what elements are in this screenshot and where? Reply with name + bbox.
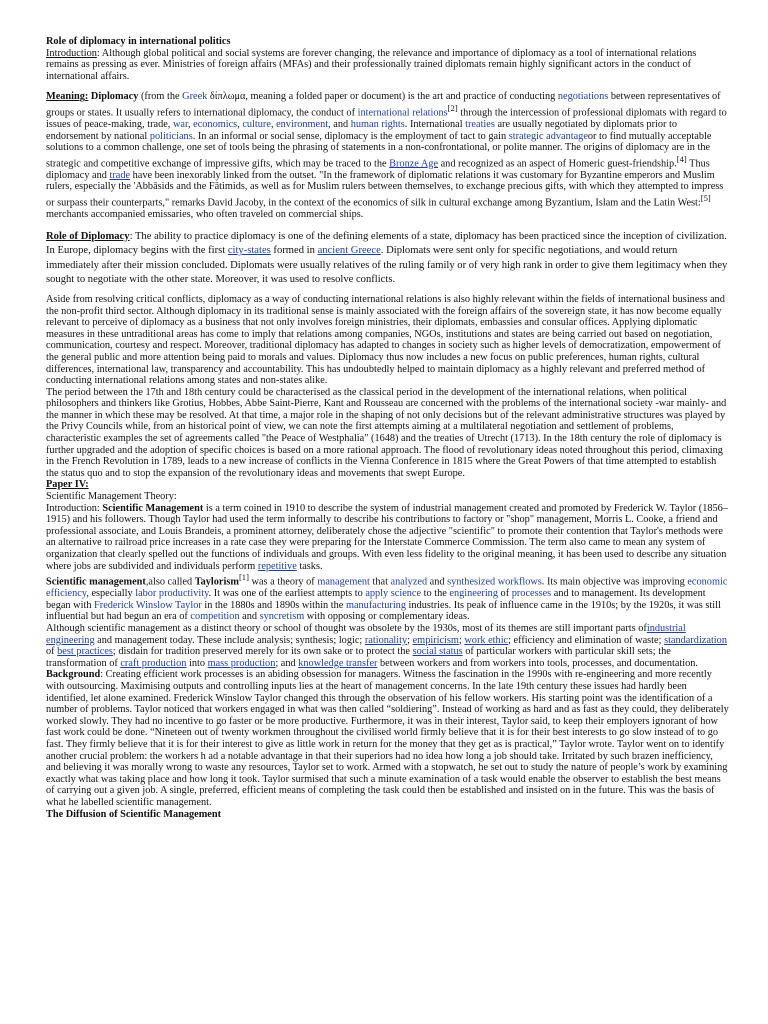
smt-heading: Scientific Management Theory: xyxy=(46,491,177,503)
link-economic-efficiency[interactable]: economic efficiency xyxy=(46,576,728,600)
link-environment[interactable]: environment xyxy=(276,118,329,130)
link-standardization[interactable]: standardization xyxy=(664,634,727,646)
paper-heading: Paper IV: xyxy=(46,479,89,491)
link-rationality[interactable]: rationality xyxy=(364,634,408,646)
background-paragraph: Background: Creating efficient work processes is an abiding obsession for managers. Witness the fascination in the 1990s with re-engineering and more recently with outsourcing. Maximising outputs and controlling inputs lies at the heart of management concerns. In the late 19th century these issues had hardly been identified, let alone examined. Frederick Winslow Taylor changed this through the observation of his fellow workers. His starting point was the identification of a number of problems. Taylor noticed that workers engaged in what was then called “soldiering”. Instead of working as hard and as fast as they could, they deliberately worked slowly. They had no incentive to go faster or be more productive. Furthermore, it was in their interest, Taylor said, to keep their employers ignorant of how fast work could be done. “Nineteen out of twenty workmen throughout the civilised world firmly believe that it is for their best interests to go slow instead of to go fast. They firmly believe that it is for their interest to give as little work in return for the money that they get as is practical,” Taylor wrote. Taylor went on to identify another crucial problem: the workers h ad a notable advantage in that their superiors had no idea how long a job should take. Irritated by such brazen inefficiency, and believing it was morally wrong to waste any resources, Taylor set to work. Armed with a stopwatch, he set out to study the nature of people’s work by examining exactly what was taking place and how long it took. Taylor surmised that such a minute examination of a task would enable the observer to establish the best means of carrying out a given job. A single, preferred, efficient means of completing the task could then be established and insisted on in the future. This was the basis of what he labelled scientific management. xyxy=(46,669,729,808)
page-title: Role of diplomacy in international politics xyxy=(46,36,231,47)
link-trade[interactable]: trade xyxy=(109,169,131,181)
intro-paragraph: Introduction: Although global political and social systems are forever changing, the relevance and importance of diplomacy as a tool of international relations remains as pressing as ever. Ministries of foreign affairs (MFAs) and their professionally trained diplomats remain highly significant actors in the conduct of international affairs. xyxy=(46,47,697,82)
link-social-status[interactable]: social status xyxy=(412,646,463,658)
link-synthesized[interactable]: synthesized xyxy=(447,576,496,588)
link-management[interactable]: management xyxy=(317,576,370,588)
diffusion-heading: The Diffusion of Scientific Management xyxy=(46,808,222,820)
link-processes[interactable]: processes xyxy=(511,588,552,600)
link-analyzed[interactable]: analyzed xyxy=(390,576,428,588)
meaning-paragraph: Meaning: Diplomacy (from the Greek δίπλωμα, meaning a folded paper or document) is the art and practice of conducting negotiations between representatives of groups or states. It usually refers to international diplomacy, the conduct of international relations[2] through the intercession of professional diplomats with regard to issues of peace-making, trade, war, economics, culture, environment, and human rights. International treaties are usually negotiated by diplomats prior to endorsement by national politicians. In an informal or social sense, diplomacy is the employment of tact to gain strategic advantageor to find mutually acceptable solutions to a common challenge, one set of tools being the phrasing of statements in a non-confrontational, or polite manner. The origins of diplomacy are in the strategic and competitive exchange of impressive gifts, which may be traced to the Bronze Age and recognized as an aspect of Homeric guest-friendship.[4] Thus diplomacy and trade have been inexorably linked from the outset. "In the framework of diplomatic relations it was customary for Byzantine emperors and Muslim rulers, especially the 'Abbāsids and the Fātimids, as well as for Muslim rulers between themselves, to exchange precious gifts, with which they attempted to impress or surpass their counterparts," remarks David Jacoby, in the context of the economics of silk in cultural exchange among Byzantium, Islam and the Latin West:[5] merchants accompanied emissaries, who often traveled on commercial ships. xyxy=(46,91,727,220)
link-bronze-age[interactable]: Bronze Age xyxy=(389,158,439,170)
link-labor-productivity[interactable]: labor productivity xyxy=(135,588,209,600)
role-paragraph: Role of Diplomacy: The ability to practice diplomacy is one of the defining elements of a state, diplomacy has been practiced since the inception of civilization. In Europe, diplomacy begins with the first city-states formed in ancient Greece. Diplomats were sent only for specific negotiations, and would return immediately after their mission concluded. Diplomats were usually relatives of the ruling family or of very high rank in order to give them legitimacy when they sought to negotiate with the other state. Moreover, it was used to resolve conflicts. xyxy=(46,230,728,286)
role-section xyxy=(46,230,730,288)
link-economics[interactable]: economics xyxy=(193,118,238,130)
link-frederick-winslow-taylor[interactable]: Frederick Winslow Taylor xyxy=(94,599,202,611)
link-mass-production[interactable]: mass production xyxy=(207,657,276,669)
link-city-states[interactable]: city-states xyxy=(227,245,271,257)
aside-paragraph: Aside from resolving critical conflicts, diplomacy as a way of conducting international relations is also highly relevant within the fields of international business and the non-profit third sector. Although diplomacy in its traditional sense is mainly associated with the foreign affairs of the sovereign state, it has now become equally relevant to perceive of diplomacy as a business that not only involves foreign ministries, their diplomats, embassies and consular offices. Applying diplomatic measures in these untraditional areas has come to imply that relations among companies, NGOs, institutions and states are being carried out based on negotiation, communication, courtesy and respect. Moreover, traditional diplomacy has adapted to changes in society such as higher levels of democratization, empowerment of the general public and more attention being paid to morals and values. Diplomacy thus now includes a new focus on public preferences, human rights, cultural differences, international law, transparency and accountability. This has undoubtedly helped to maintain diplomacy as a highly relevant and preferred method of conducting international relations among states and non-states alike. xyxy=(46,293,725,387)
link-knowledge-transfer[interactable]: knowledge transfer xyxy=(298,657,378,669)
link-craft-production[interactable]: craft production xyxy=(120,657,187,669)
smt-intro-paragraph: Introduction: Scientific Management is a term coined in 1910 to describe the system of industrial management created and promoted by Frederick W. Taylor (1856– 1915) and his followers. Though Taylor had used the term informally to describe his contributions to factory or "shop" management, Morris L. Cooke, a friend and professional associate, and Louis Brandeis, a prominent attorney, deliberately chose the adjective "scientific" to promote their contention that Taylor's methods were an alternative to railroad price increases in a rate case they were preparing for the Interstate Commerce Commission. The term also came to mean any system of organization that clearly spelled out the functions of individuals and groups. With even less fidelity to the original meaning, it has been used to describe any situation where jobs are subdivided and individuals perform repetitive tasks. xyxy=(46,502,728,572)
link-treaties[interactable]: treaties xyxy=(465,118,495,130)
link-manufacturing[interactable]: manufacturing xyxy=(345,599,406,611)
link-ancient-greece[interactable]: ancient Greece xyxy=(317,245,381,257)
link-greek[interactable]: Greek xyxy=(182,91,208,103)
link-negotiations[interactable]: negotiations xyxy=(557,91,609,103)
link-engineering[interactable]: engineering xyxy=(449,588,498,600)
link-apply-science[interactable]: apply science xyxy=(365,588,422,600)
sm-paragraph: Scientific management,also called Taylorism[1] was a theory of management that analyzed and synthesized workflows. Its main objective was improving economic efficiency, especially labor productivity. It was one of the earliest attempts to apply science to the engineering of processes and to management. Its development began with Frederick Winslow Taylor in the 1880s and 1890s within the manufacturing industries. Its peak of influence came in the 1910s; by the 1920s, it was still influential but had begun an era of competition and syncretism with opposing or complementary ideas. xyxy=(46,572,728,623)
link-best-practices[interactable]: best practices xyxy=(57,646,113,658)
link-politicians[interactable]: politicians xyxy=(149,130,193,142)
link-empiricism[interactable]: empiricism xyxy=(412,634,459,646)
period-paragraph: The period between the 17th and 18th century could be characterised as the classical period in the development of the international relations, when political philosophers and thinkers like Grotius, Hobbes, Abbe Saint-Pierre, Kant and Rousseau are concerned with the problems of the international society -war mainly- and the manner in which these may be resolved. At that time, a major role in the shaping of not only decisions but of the relevant administrative structures was played by the Privy Councils while, from an historical point of view, we can note the first attempts aiming at a multilateral negotiation and settlement of problems, characteristic examples the set of agreements called "the Peace of Westphalia" (1648) and the treaties of Utrecht (1713). In the 18th century the role of diplomacy is further upgraded and the adoption of specific choices is based on a more rational approach. The flood of revolutionary ideas noted throughout this period, climaxing in the French Revolution in 1789, leads to a new increase of conflicts in the Vienna Conference in 1815 where the Great Powers of that time attempted to establish the status quo and to stop the expansion of the revolutionary ideas and movements that swept Europe. xyxy=(46,386,727,479)
link-competition[interactable]: competition xyxy=(190,611,240,623)
link-workflows[interactable]: workflows xyxy=(497,576,542,588)
link-repetitive[interactable]: repetitive xyxy=(257,560,297,572)
link-war[interactable]: war xyxy=(172,118,188,130)
link-human-rights[interactable]: human rights xyxy=(350,118,405,130)
link-work-ethic[interactable]: work ethic xyxy=(464,634,509,646)
although-paragraph: Although scientific management as a distinct theory or school of thought was obsolete by the 1930s, most of its themes are still important parts ofindustrial engineering and management today. These include analysis; synthesis; logic; rationality; empiricism; work ethic; efficiency and elimination of waste; standardization of best practices; disdain for tradition preserved merely for its own sake or to protect the social status of particular workers with particular skill sets; the transformation of craft production into mass production; and knowledge transfer between workers and from workers into tools, processes, and documentation. xyxy=(46,623,727,669)
link-strategic-advantage[interactable]: strategic advantage xyxy=(508,130,588,142)
link-syncretism[interactable]: syncretism xyxy=(259,611,305,623)
link-industrial-engineering[interactable]: industrial engineering xyxy=(46,623,686,646)
link-international-relations[interactable]: international relations xyxy=(357,107,448,119)
link-culture[interactable]: culture xyxy=(242,118,271,130)
